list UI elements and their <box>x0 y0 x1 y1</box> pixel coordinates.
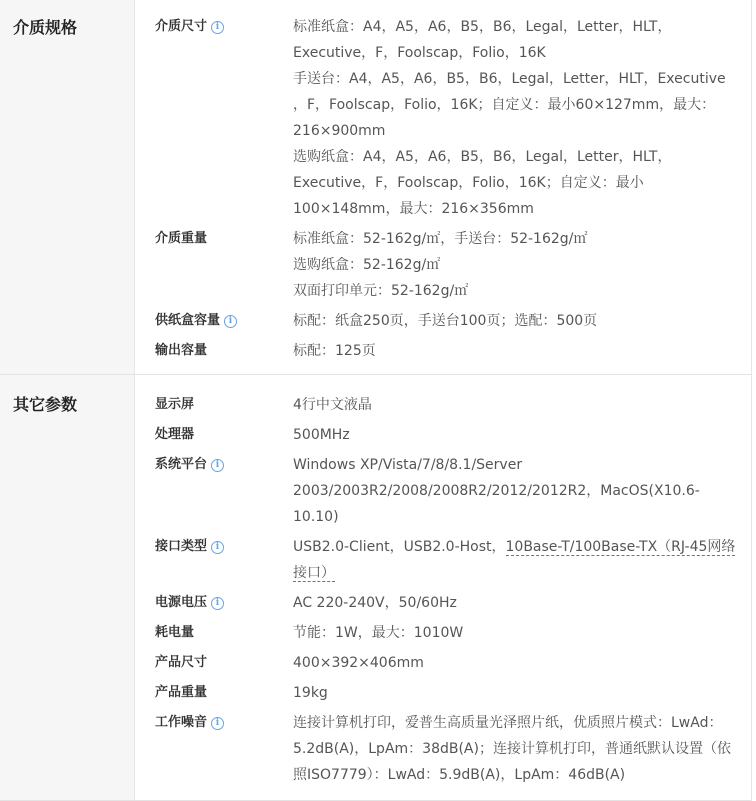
spec-label: 处理器 <box>155 427 195 442</box>
spec-value <box>293 226 751 304</box>
info-icon[interactable]: i <box>211 597 224 610</box>
spec-value <box>293 710 751 788</box>
value-line: 500MHz <box>293 427 350 443</box>
value-line: AC 220-240V，50/60Hz <box>293 595 457 611</box>
value-line: 选购纸盒：52-162g/㎡ <box>293 257 441 273</box>
info-icon[interactable]: i <box>224 315 237 328</box>
value-line: 100×148mm，最大：216×356mm <box>293 201 534 217</box>
spec-value <box>293 534 751 586</box>
spec-label: 介质重量 <box>155 231 208 246</box>
spec-label: 系统平台 i <box>155 452 293 530</box>
spec-value <box>293 392 751 418</box>
spec-value <box>293 620 751 646</box>
value-line: 标配：125页 <box>293 343 376 359</box>
value-line: 2003/2003R2/2008/2008R2/2012/2012R2，MacOS(X10.6-10.10) <box>293 483 700 525</box>
value-line: 手送台：A4，A5，A6，B5，B6，Legal，Letter，HLT，Executive <box>293 71 726 87</box>
spec-label: 显示屏 <box>155 397 195 412</box>
spec-row-output-capacity <box>135 338 751 364</box>
spec-value <box>293 422 751 448</box>
value-line: ，F，Foolscap，Folio，16K；自定义：最小60×127mm，最大： <box>293 97 716 113</box>
value-line: Executive，F，Foolscap，Folio，16K；自定义：最小 <box>293 175 644 191</box>
value-line: 216×900mm <box>293 123 386 139</box>
spec-row-dimensions <box>135 650 751 676</box>
spec-label: 供纸盒容量 i <box>155 308 293 334</box>
spec-label: 产品尺寸 <box>155 655 208 670</box>
value-line: 19kg <box>293 685 328 701</box>
value-line: 4行中文液晶 <box>293 397 372 413</box>
spec-row-tray-capacity <box>135 308 751 334</box>
info-icon[interactable]: i <box>211 21 224 34</box>
spec-row-media-weight <box>135 226 751 304</box>
info-icon[interactable]: i <box>211 541 224 554</box>
spec-label: 接口类型 i <box>155 534 293 586</box>
info-icon[interactable]: i <box>211 717 224 730</box>
value-line: 标配：纸盒250页，手送台100页；选配：500页 <box>293 313 598 329</box>
section-body <box>135 10 751 374</box>
section-media-specs <box>0 0 751 375</box>
value-line: Executive，F，Foolscap，Folio，16K <box>293 45 546 61</box>
spec-value <box>293 650 751 676</box>
spec-label: 产品重量 <box>155 685 208 700</box>
value-line: 连接计算机打印，爱普生高质量光泽照片纸，优质照片模式：LwAd： <box>293 715 723 731</box>
value-line: 5.2dB(A)，LpAm：38dB(A)；连接计算机打印，普通纸默认设置（依 <box>293 741 731 757</box>
spec-row-os-platform <box>135 452 751 530</box>
interface-link[interactable]: 接口） <box>293 565 335 581</box>
info-icon[interactable]: i <box>211 459 224 472</box>
spec-row-power-voltage <box>135 590 751 616</box>
value-line <box>293 560 739 586</box>
spec-value <box>293 338 751 364</box>
spec-row-noise <box>135 710 751 788</box>
spec-row-power-consumption <box>135 620 751 646</box>
spec-row-weight <box>135 680 751 706</box>
spec-label: 介质尺寸 i <box>155 14 293 222</box>
spec-value <box>293 590 751 616</box>
value-line: USB2.0-Client，USB2.0-Host，10Base-T/100Base-TX（RJ-45网络 <box>293 539 736 555</box>
section-body <box>135 375 751 800</box>
spec-label: 工作噪音 i <box>155 710 293 788</box>
value-line: 标准纸盒：A4，A5，A6，B5，B6，Legal，Letter，HLT， <box>293 19 672 35</box>
value-line: 节能：1W，最大：1010W <box>293 625 464 641</box>
section-title: 介质规格 <box>0 0 135 374</box>
spec-label: 耗电量 <box>155 625 195 640</box>
spec-label: 输出容量 <box>155 343 208 358</box>
section-other-params <box>0 375 751 801</box>
spec-value <box>293 308 751 334</box>
spec-row-media-size <box>135 14 751 222</box>
spec-value <box>293 452 751 530</box>
spec-value <box>293 14 751 222</box>
spec-label: 电源电压 i <box>155 590 293 616</box>
interface-link[interactable]: 10Base-T/100Base-TX（RJ-45网络 <box>505 539 736 555</box>
value-line: Windows XP/Vista/7/8/8.1/Server <box>293 457 523 473</box>
value-line: 双面打印单元：52-162g/㎡ <box>293 283 469 299</box>
value-line: 标准纸盒：52-162g/㎡，手送台：52-162g/㎡ <box>293 231 588 247</box>
value-line: 选购纸盒：A4，A5，A6，B5，B6，Legal，Letter，HLT， <box>293 149 672 165</box>
spec-row-display <box>135 392 751 418</box>
value-line: 照ISO7779）：LwAd：5.9dB(A)，LpAm：46dB(A) <box>293 767 626 783</box>
value-line: 400×392×406mm <box>293 655 424 671</box>
spec-row-processor <box>135 422 751 448</box>
spec-value <box>293 680 751 706</box>
spec-row-interface <box>135 534 751 586</box>
section-title: 其它参数 <box>0 375 135 800</box>
